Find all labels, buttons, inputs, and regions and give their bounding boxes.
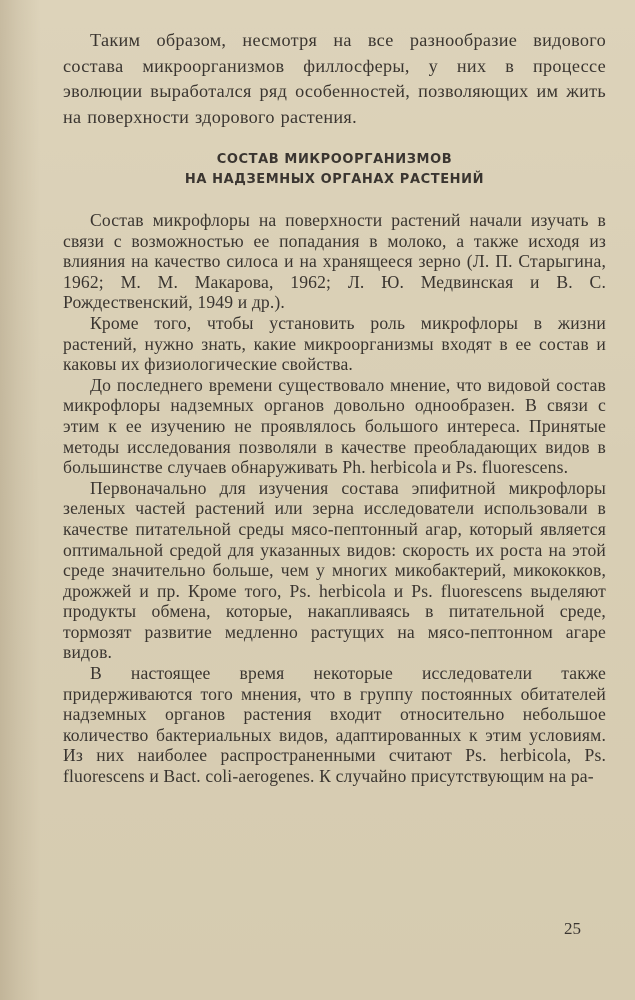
body-text	[63, 210, 606, 787]
page-number: 25	[564, 919, 581, 938]
paragraph: До последнего времени существовало мнение, что видовой состав микрофлоры надземных органов довольно однообразен. В связи с этим к ее изучению не проявлялось большого интереса. Принятые методы исследования позволяли в качестве преобладающих видов в большинстве случаев обнаруживать Ph. herbicola и Ps. fluorescens.	[63, 374, 606, 478]
section-heading-line-2: НА НАДЗЕМНЫХ ОРГАНАХ РАСТЕНИЙ	[184, 172, 485, 187]
paragraph: Состав микрофлоры на поверхности растений начали изучать в связи с возможностью ее попадания в молоко, а также исходя из влияния на качество силоса и на хранящееся зерно (Л. П. Старыгина, 1962; М. М. Макарова, 1962; Л. Ю. Медвинская и В. С. Рождественский, 1949 и др.).	[63, 210, 606, 313]
section-heading	[63, 150, 606, 190]
paragraph: Кроме того, чтобы установить роль микрофлоры в жизни растений, нужно знать, какие микроорганизмы входят в ее состав и каковы их физиологические свойства.	[63, 312, 606, 375]
section-heading-line-1: СОСТАВ МИКРООРГАНИЗМОВ	[216, 152, 453, 167]
paragraph: В настоящее время некоторые исследователи также придерживаются того мнения, что в группу постоянных обитателей надземных органов растения входит относительно небольшое количество бактериальных видов, адаптированных к этим условиям. Из них наиболее распространенными считают Ps. herbicola, Ps. fluorescens и Bact. coli-aerogenes. К случайно присутствующим на ра-	[63, 663, 606, 787]
intro-paragraph: Таким образом, несмотря на все разнообразие видового состава микроорганизмов филлосферы, у них в процессе эволюции выработался ряд особенностей, позволяющих им жить на поверхности здорового растения.	[63, 30, 606, 127]
intro-paragraph-block	[63, 28, 606, 130]
paragraph: Первоначально для изучения состава эпифитной микрофлоры зеленых частей растений или зерна исследователи использовали в качестве питательной среды мясо-пептонный агар, который является оптимальной средой для указанных видов: скорость их роста на этой среде значительно больше, чем у многих микобактерий, микококков, дрожжей и пр. Кроме того, Ps. herbicola и Ps. fluorescens выделяют продукты обмена, которые, накапливаясь в питательной среде, тормозят развитие медленно растущих на мясо-пептонном агаре видов.	[63, 477, 606, 663]
